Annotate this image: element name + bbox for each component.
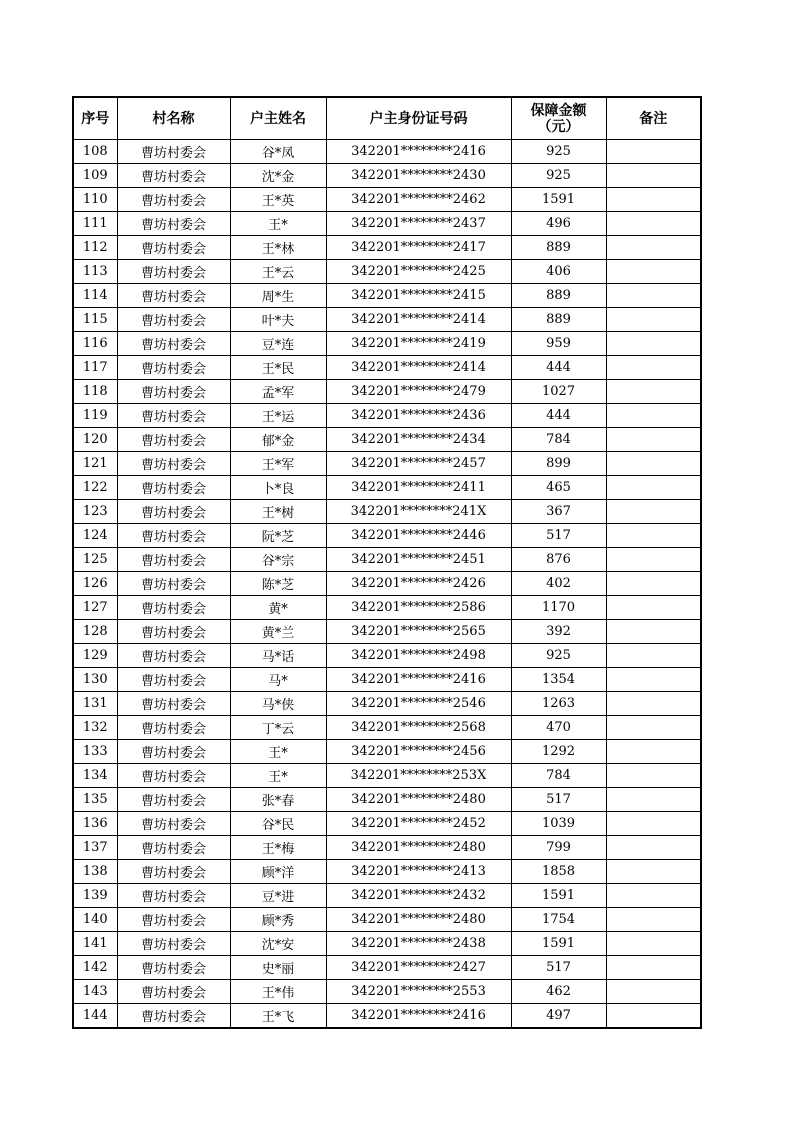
cell-remark — [606, 188, 701, 212]
table-row — [73, 908, 701, 932]
cell-head-name: 王*云 — [230, 260, 326, 284]
cell-seq: 132 — [73, 716, 117, 740]
cell-head-name: 阮*芝 — [230, 524, 326, 548]
cell-seq: 128 — [73, 620, 117, 644]
cell-remark — [606, 428, 701, 452]
cell-id-number: 342201********2462 — [326, 188, 511, 212]
cell-head-name: 沈*安 — [230, 932, 326, 956]
cell-seq: 113 — [73, 260, 117, 284]
cell-head-name: 郁*金 — [230, 428, 326, 452]
table-row — [73, 764, 701, 788]
cell-head-name: 王*军 — [230, 452, 326, 476]
cell-head-name: 王*林 — [230, 236, 326, 260]
cell-id-number: 342201********2480 — [326, 908, 511, 932]
cell-remark — [606, 476, 701, 500]
cell-remark — [606, 140, 701, 164]
table-row — [73, 380, 701, 404]
cell-id-number: 342201********2419 — [326, 332, 511, 356]
cell-amount: 1039 — [511, 812, 606, 836]
cell-seq: 109 — [73, 164, 117, 188]
table-row — [73, 524, 701, 548]
cell-remark — [606, 212, 701, 236]
cell-remark — [606, 620, 701, 644]
cell-id-number: 342201********2436 — [326, 404, 511, 428]
cell-head-name: 叶*夫 — [230, 308, 326, 332]
cell-id-number: 342201********2430 — [326, 164, 511, 188]
cell-village: 曹坊村委会 — [117, 188, 230, 212]
cell-head-name: 周*生 — [230, 284, 326, 308]
cell-seq: 138 — [73, 860, 117, 884]
cell-amount: 496 — [511, 212, 606, 236]
cell-head-name: 马*侠 — [230, 692, 326, 716]
header-seq: 序号 — [73, 97, 117, 140]
cell-seq: 126 — [73, 572, 117, 596]
table-row — [73, 308, 701, 332]
cell-id-number: 342201********2416 — [326, 1004, 511, 1029]
cell-remark — [606, 788, 701, 812]
cell-id-number: 342201********2498 — [326, 644, 511, 668]
table-row — [73, 236, 701, 260]
cell-id-number: 342201********2416 — [326, 140, 511, 164]
cell-id-number: 342201********2414 — [326, 308, 511, 332]
cell-amount: 444 — [511, 404, 606, 428]
cell-id-number: 342201********2456 — [326, 740, 511, 764]
cell-village: 曹坊村委会 — [117, 332, 230, 356]
cell-amount: 392 — [511, 620, 606, 644]
cell-head-name: 孟*军 — [230, 380, 326, 404]
header-amount — [511, 97, 606, 140]
cell-head-name: 王*运 — [230, 404, 326, 428]
cell-amount: 1591 — [511, 932, 606, 956]
cell-village: 曹坊村委会 — [117, 428, 230, 452]
cell-id-number: 342201********2586 — [326, 596, 511, 620]
cell-remark — [606, 860, 701, 884]
table-row — [73, 596, 701, 620]
table-row — [73, 404, 701, 428]
cell-id-number: 342201********2425 — [326, 260, 511, 284]
cell-seq: 134 — [73, 764, 117, 788]
cell-remark — [606, 284, 701, 308]
cell-seq: 121 — [73, 452, 117, 476]
table-row — [73, 740, 701, 764]
cell-remark — [606, 884, 701, 908]
cell-seq: 114 — [73, 284, 117, 308]
cell-seq: 130 — [73, 668, 117, 692]
cell-remark — [606, 356, 701, 380]
table-row — [73, 812, 701, 836]
cell-head-name: 马*话 — [230, 644, 326, 668]
cell-id-number: 342201********2451 — [326, 548, 511, 572]
cell-id-number: 342201********2432 — [326, 884, 511, 908]
cell-village: 曹坊村委会 — [117, 164, 230, 188]
cell-village: 曹坊村委会 — [117, 284, 230, 308]
cell-id-number: 342201********2457 — [326, 452, 511, 476]
cell-id-number: 342201********2546 — [326, 692, 511, 716]
cell-seq: 115 — [73, 308, 117, 332]
table-row — [73, 452, 701, 476]
cell-seq: 123 — [73, 500, 117, 524]
cell-remark — [606, 836, 701, 860]
cell-amount: 899 — [511, 452, 606, 476]
cell-village: 曹坊村委会 — [117, 764, 230, 788]
cell-seq: 119 — [73, 404, 117, 428]
header-row — [73, 97, 701, 140]
cell-head-name: 王*飞 — [230, 1004, 326, 1029]
cell-amount: 1858 — [511, 860, 606, 884]
cell-remark — [606, 764, 701, 788]
cell-village: 曹坊村委会 — [117, 980, 230, 1004]
cell-remark — [606, 908, 701, 932]
cell-id-number: 342201********2438 — [326, 932, 511, 956]
cell-amount: 784 — [511, 428, 606, 452]
cell-head-name: 丁*云 — [230, 716, 326, 740]
cell-amount: 1591 — [511, 188, 606, 212]
table-row — [73, 1004, 701, 1029]
cell-amount: 367 — [511, 500, 606, 524]
cell-id-number: 342201********2446 — [326, 524, 511, 548]
cell-seq: 140 — [73, 908, 117, 932]
cell-amount: 1292 — [511, 740, 606, 764]
table-body — [73, 140, 701, 1029]
cell-remark — [606, 260, 701, 284]
cell-amount: 925 — [511, 164, 606, 188]
cell-remark — [606, 524, 701, 548]
cell-seq: 135 — [73, 788, 117, 812]
cell-remark — [606, 500, 701, 524]
cell-amount: 462 — [511, 980, 606, 1004]
cell-village: 曹坊村委会 — [117, 740, 230, 764]
cell-remark — [606, 236, 701, 260]
cell-head-name: 王*树 — [230, 500, 326, 524]
cell-seq: 131 — [73, 692, 117, 716]
cell-head-name: 张*春 — [230, 788, 326, 812]
cell-id-number: 342201********2437 — [326, 212, 511, 236]
cell-village: 曹坊村委会 — [117, 644, 230, 668]
cell-seq: 117 — [73, 356, 117, 380]
table-row — [73, 140, 701, 164]
cell-head-name: 马* — [230, 668, 326, 692]
cell-remark — [606, 380, 701, 404]
cell-head-name: 谷*宗 — [230, 548, 326, 572]
table-row — [73, 956, 701, 980]
cell-seq: 112 — [73, 236, 117, 260]
cell-amount: 406 — [511, 260, 606, 284]
cell-head-name: 豆*进 — [230, 884, 326, 908]
cell-remark — [606, 812, 701, 836]
cell-id-number: 342201********2480 — [326, 788, 511, 812]
cell-village: 曹坊村委会 — [117, 788, 230, 812]
table-row — [73, 692, 701, 716]
cell-remark — [606, 572, 701, 596]
cell-head-name: 顾*洋 — [230, 860, 326, 884]
cell-village: 曹坊村委会 — [117, 356, 230, 380]
cell-head-name: 谷*凤 — [230, 140, 326, 164]
table-row — [73, 932, 701, 956]
cell-id-number: 342201********241X — [326, 500, 511, 524]
cell-id-number: 342201********2553 — [326, 980, 511, 1004]
cell-amount: 1027 — [511, 380, 606, 404]
cell-amount: 799 — [511, 836, 606, 860]
cell-village: 曹坊村委会 — [117, 548, 230, 572]
cell-amount: 784 — [511, 764, 606, 788]
cell-village: 曹坊村委会 — [117, 668, 230, 692]
cell-amount: 465 — [511, 476, 606, 500]
cell-id-number: 342201********2414 — [326, 356, 511, 380]
cell-seq: 129 — [73, 644, 117, 668]
cell-head-name: 王* — [230, 764, 326, 788]
cell-seq: 118 — [73, 380, 117, 404]
cell-seq: 144 — [73, 1004, 117, 1029]
cell-head-name: 卜*良 — [230, 476, 326, 500]
cell-head-name: 史*丽 — [230, 956, 326, 980]
cell-id-number: 342201********2415 — [326, 284, 511, 308]
cell-id-number: 342201********2452 — [326, 812, 511, 836]
cell-remark — [606, 644, 701, 668]
table-row — [73, 428, 701, 452]
header-id-number: 户主身份证号码 — [326, 97, 511, 140]
cell-remark — [606, 668, 701, 692]
table-row — [73, 284, 701, 308]
cell-village: 曹坊村委会 — [117, 476, 230, 500]
cell-village: 曹坊村委会 — [117, 452, 230, 476]
cell-village: 曹坊村委会 — [117, 956, 230, 980]
cell-head-name: 黄* — [230, 596, 326, 620]
cell-village: 曹坊村委会 — [117, 836, 230, 860]
cell-head-name: 顾*秀 — [230, 908, 326, 932]
cell-id-number: 342201********2413 — [326, 860, 511, 884]
cell-id-number: 342201********2479 — [326, 380, 511, 404]
table-row — [73, 476, 701, 500]
subsidy-table — [72, 96, 702, 1029]
cell-id-number: 342201********2434 — [326, 428, 511, 452]
header-village: 村名称 — [117, 97, 230, 140]
table-row — [73, 548, 701, 572]
cell-amount: 1754 — [511, 908, 606, 932]
cell-village: 曹坊村委会 — [117, 404, 230, 428]
cell-id-number: 342201********253X — [326, 764, 511, 788]
cell-seq: 125 — [73, 548, 117, 572]
cell-remark — [606, 692, 701, 716]
cell-id-number: 342201********2417 — [326, 236, 511, 260]
cell-id-number: 342201********2426 — [326, 572, 511, 596]
cell-amount: 517 — [511, 788, 606, 812]
cell-amount: 444 — [511, 356, 606, 380]
cell-seq: 127 — [73, 596, 117, 620]
cell-village: 曹坊村委会 — [117, 716, 230, 740]
cell-amount: 1263 — [511, 692, 606, 716]
cell-village: 曹坊村委会 — [117, 692, 230, 716]
cell-id-number: 342201********2411 — [326, 476, 511, 500]
table-row — [73, 980, 701, 1004]
cell-remark — [606, 1004, 701, 1029]
cell-amount: 517 — [511, 524, 606, 548]
table-row — [73, 836, 701, 860]
cell-id-number: 342201********2565 — [326, 620, 511, 644]
cell-head-name: 王*英 — [230, 188, 326, 212]
cell-village: 曹坊村委会 — [117, 308, 230, 332]
cell-remark — [606, 332, 701, 356]
cell-head-name: 沈*金 — [230, 164, 326, 188]
cell-seq: 143 — [73, 980, 117, 1004]
cell-village: 曹坊村委会 — [117, 1004, 230, 1029]
cell-head-name: 王* — [230, 740, 326, 764]
cell-seq: 136 — [73, 812, 117, 836]
cell-amount: 889 — [511, 284, 606, 308]
table-row — [73, 860, 701, 884]
table-row — [73, 356, 701, 380]
table-row — [73, 620, 701, 644]
table-row — [73, 572, 701, 596]
cell-seq: 137 — [73, 836, 117, 860]
header-remark: 备注 — [606, 97, 701, 140]
cell-head-name: 陈*芝 — [230, 572, 326, 596]
cell-seq: 110 — [73, 188, 117, 212]
cell-id-number: 342201********2427 — [326, 956, 511, 980]
cell-seq: 111 — [73, 212, 117, 236]
cell-village: 曹坊村委会 — [117, 260, 230, 284]
cell-remark — [606, 308, 701, 332]
header-head-name: 户主姓名 — [230, 97, 326, 140]
cell-village: 曹坊村委会 — [117, 932, 230, 956]
cell-amount: 889 — [511, 236, 606, 260]
cell-head-name: 王*民 — [230, 356, 326, 380]
table-row — [73, 188, 701, 212]
cell-village: 曹坊村委会 — [117, 812, 230, 836]
table-row — [73, 260, 701, 284]
cell-head-name: 豆*连 — [230, 332, 326, 356]
cell-village: 曹坊村委会 — [117, 524, 230, 548]
cell-amount: 1591 — [511, 884, 606, 908]
cell-seq: 139 — [73, 884, 117, 908]
table-row — [73, 716, 701, 740]
cell-amount: 925 — [511, 140, 606, 164]
cell-remark — [606, 596, 701, 620]
header-amount-line1: 保障金额 — [530, 102, 587, 119]
cell-id-number: 342201********2416 — [326, 668, 511, 692]
cell-head-name: 王*伟 — [230, 980, 326, 1004]
cell-amount: 876 — [511, 548, 606, 572]
cell-head-name: 谷*民 — [230, 812, 326, 836]
cell-seq: 124 — [73, 524, 117, 548]
cell-village: 曹坊村委会 — [117, 236, 230, 260]
cell-village: 曹坊村委会 — [117, 908, 230, 932]
cell-amount: 402 — [511, 572, 606, 596]
table-row — [73, 788, 701, 812]
cell-remark — [606, 404, 701, 428]
table-row — [73, 332, 701, 356]
cell-head-name: 王*梅 — [230, 836, 326, 860]
cell-amount: 517 — [511, 956, 606, 980]
cell-seq: 122 — [73, 476, 117, 500]
cell-amount: 889 — [511, 308, 606, 332]
cell-seq: 142 — [73, 956, 117, 980]
cell-amount: 497 — [511, 1004, 606, 1029]
cell-seq: 120 — [73, 428, 117, 452]
table-row — [73, 164, 701, 188]
cell-village: 曹坊村委会 — [117, 380, 230, 404]
cell-seq: 141 — [73, 932, 117, 956]
cell-id-number: 342201********2568 — [326, 716, 511, 740]
cell-remark — [606, 164, 701, 188]
cell-village: 曹坊村委会 — [117, 572, 230, 596]
cell-amount: 470 — [511, 716, 606, 740]
cell-head-name: 黄*兰 — [230, 620, 326, 644]
cell-seq: 108 — [73, 140, 117, 164]
header-amount-line2: （元） — [537, 118, 580, 135]
cell-amount: 959 — [511, 332, 606, 356]
cell-remark — [606, 452, 701, 476]
cell-amount: 1354 — [511, 668, 606, 692]
cell-head-name: 王* — [230, 212, 326, 236]
cell-amount: 925 — [511, 644, 606, 668]
cell-remark — [606, 932, 701, 956]
table-row — [73, 884, 701, 908]
cell-remark — [606, 716, 701, 740]
cell-seq: 116 — [73, 332, 117, 356]
cell-village: 曹坊村委会 — [117, 500, 230, 524]
cell-id-number: 342201********2480 — [326, 836, 511, 860]
cell-village: 曹坊村委会 — [117, 620, 230, 644]
cell-village: 曹坊村委会 — [117, 884, 230, 908]
cell-village: 曹坊村委会 — [117, 140, 230, 164]
table-row — [73, 500, 701, 524]
cell-village: 曹坊村委会 — [117, 860, 230, 884]
cell-amount: 1170 — [511, 596, 606, 620]
table-row — [73, 644, 701, 668]
cell-remark — [606, 956, 701, 980]
cell-remark — [606, 980, 701, 1004]
cell-village: 曹坊村委会 — [117, 212, 230, 236]
cell-remark — [606, 548, 701, 572]
cell-village: 曹坊村委会 — [117, 596, 230, 620]
table-row — [73, 668, 701, 692]
table-row — [73, 212, 701, 236]
cell-remark — [606, 740, 701, 764]
cell-seq: 133 — [73, 740, 117, 764]
